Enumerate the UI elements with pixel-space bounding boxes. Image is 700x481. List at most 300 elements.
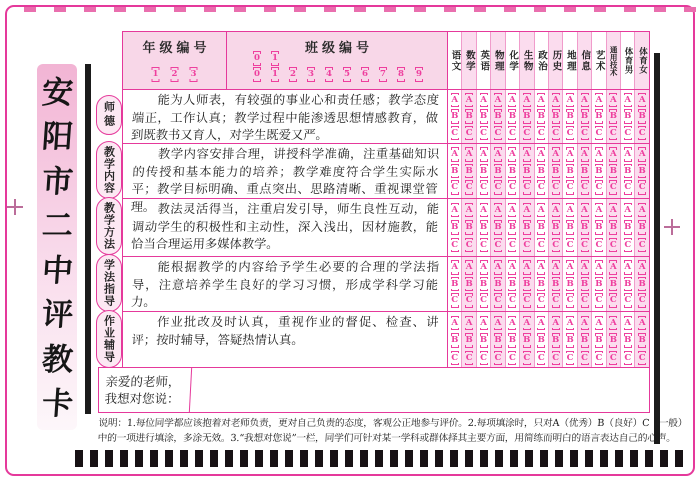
bubble-学法指导-历史-B[interactable] [552,277,560,292]
bubble-师德-物理-B[interactable] [494,109,502,124]
bubble-column-体育女 [634,144,648,198]
bubble-教学内容-体育男-B[interactable] [624,164,632,179]
bubble-作业辅导-英语-C[interactable] [480,351,488,366]
bubble-师德-生物-B[interactable] [523,109,531,124]
bubble-学法指导-地理-C[interactable] [566,293,574,308]
bubble-作业辅导-化学-A[interactable] [508,316,516,331]
bubble-学法指导-物理-A[interactable] [494,260,502,275]
bubble-column-政治 [534,257,548,311]
subject-label: 艺术 [593,49,605,72]
bubble-作业辅导-英语-B[interactable] [480,333,488,348]
bubble-学法指导-物理-B[interactable] [494,277,502,292]
bubble-教学内容-历史-C[interactable] [552,180,560,195]
bubble-师德-地理-B[interactable] [566,109,574,124]
bubble-教学方法-化学-B[interactable] [508,220,516,235]
bubble-作业辅导-语文-C[interactable] [451,351,459,366]
bubble-作业辅导-体育男-C[interactable] [624,351,632,366]
criterion-pill-教学方法: 教学方法 [96,197,122,255]
bracket-bottom-mark [638,289,646,292]
bracket-bottom-mark [552,272,560,275]
bubble-教学内容-数学-C[interactable] [465,180,473,195]
bubble-教学内容-数学-B[interactable] [465,164,473,179]
bubble-师德-历史-B[interactable] [552,109,560,124]
bubble-师德-体育男-C[interactable] [624,126,632,141]
bubble-师德-信息-C[interactable] [581,126,589,141]
bubble-教学方法-通用技术-A[interactable] [609,203,617,218]
bubble-学法指导-体育女-B[interactable] [638,277,646,292]
bubble-教学方法-政治-A[interactable] [537,203,545,218]
bubble-学法指导-地理-B[interactable] [566,277,574,292]
bubble-教学内容-政治-B[interactable] [537,164,545,179]
bubble-作业辅导-体育女-A[interactable] [638,316,646,331]
bubble-师德-体育男-B[interactable] [624,109,632,124]
bracket-bottom-mark [494,159,502,162]
bubble-学法指导-语文-A[interactable] [451,260,459,275]
subject-column-体育男 [620,32,634,89]
bubble-学法指导-生物-C[interactable] [523,293,531,308]
bubble-师德-信息-A[interactable] [581,93,589,108]
bubble-教学方法-艺术-C[interactable] [595,238,603,253]
bubble-教学内容-化学-C[interactable] [508,180,516,195]
bubble-学法指导-体育男-B[interactable] [624,277,632,292]
bubble-师德-语文-C[interactable] [451,126,459,141]
bubble-教学方法-语文-B[interactable] [451,220,459,235]
bubble-作业辅导-通用技术-A[interactable] [609,316,617,331]
bubble-作业辅导-英语-A[interactable] [480,316,488,331]
bubble-作业辅导-化学-C[interactable] [508,351,516,366]
bottom-mark [510,450,518,467]
bubble-char: B [479,165,488,176]
bubble-教学内容-历史-A[interactable] [552,147,560,162]
bubble-教学方法-艺术-A[interactable] [595,203,603,218]
bubble-char: B [494,165,502,176]
bubble-char: A [451,262,459,272]
bubble-师德-体育女-C[interactable] [638,126,646,141]
bubble-教学内容-地理-C[interactable] [566,180,574,195]
bubble-column-数学 [461,90,475,143]
bubble-教学方法-化学-C[interactable] [508,238,516,253]
bubble-教学内容-英语-A[interactable] [480,147,488,162]
bubble-学法指导-艺术-A[interactable] [595,260,603,275]
bubble-教学方法-英语-A[interactable] [480,203,488,218]
bubble-教学方法-通用技术-B[interactable] [609,220,617,235]
class-ones-digit-2[interactable] [289,67,297,82]
bubble-教学内容-体育女-C[interactable] [638,180,646,195]
bubble-作业辅导-语文-A[interactable] [451,316,459,331]
bubble-教学方法-物理-C[interactable] [494,238,502,253]
bracket-bottom-mark [523,176,531,179]
bubble-学法指导-艺术-C[interactable] [595,293,603,308]
bubble-作业辅导-数学-A[interactable] [465,316,473,331]
bubble-教学方法-数学-A[interactable] [465,203,473,218]
bubble-教学内容-语文-C[interactable] [451,180,459,195]
bubble-师德-语文-A[interactable] [451,93,459,108]
bubble-char: 7 [380,69,386,80]
bracket-bottom-mark [289,79,297,82]
bubble-教学方法-体育男-C[interactable] [624,238,632,253]
bracket-bottom-mark [566,363,574,366]
bracket-bottom-mark [638,138,646,141]
bubble-师德-政治-C[interactable] [537,126,545,141]
bubble-column-语文 [448,199,461,256]
bubble-教学方法-历史-C[interactable] [552,238,560,253]
bubble-char: C [480,127,487,138]
bubble-师德-地理-A[interactable] [566,93,574,108]
class-ones-digit-7[interactable] [379,67,387,82]
bubble-师德-体育女-B[interactable] [638,109,646,124]
bracket-bottom-mark [451,289,459,292]
bubble-教学内容-体育男-A[interactable] [624,147,632,162]
bubble-教学内容-体育男-C[interactable] [624,180,632,195]
bubble-作业辅导-信息-C[interactable] [581,351,589,366]
bubble-师德-生物-C[interactable] [523,126,531,141]
bubble-教学内容-信息-C[interactable] [581,180,589,195]
bubble-作业辅导-历史-B[interactable] [552,333,560,348]
bubble-学法指导-体育女-A[interactable] [638,260,646,275]
bracket-bottom-mark [566,328,574,331]
bubble-师德-化学-A[interactable] [508,93,516,108]
bubble-教学方法-体育女-B[interactable] [638,220,646,235]
bubble-教学内容-通用技术-C[interactable] [609,180,617,195]
bubble-教学方法-英语-C[interactable] [480,238,488,253]
subject-column-生物 [519,32,533,89]
criterion-row-师德 [123,89,649,143]
bubble-教学内容-生物-B[interactable] [523,164,531,179]
bubble-学法指导-数学-A[interactable] [465,260,473,275]
top-tick [564,7,576,12]
bubble-作业辅导-语文-B[interactable] [451,333,459,348]
bubble-学法指导-历史-C[interactable] [552,293,560,308]
bubble-教学内容-物理-B[interactable] [494,164,502,179]
bubble-作业辅导-物理-A[interactable] [494,316,502,331]
bracket-bottom-mark [379,79,387,82]
bubble-教学内容-英语-B[interactable] [480,164,488,179]
bubble-教学方法-英语-B[interactable] [480,220,488,235]
bubble-教学内容-艺术-C[interactable] [595,180,603,195]
bubble-学法指导-信息-B[interactable] [581,277,589,292]
bubble-师德-数学-A[interactable] [465,93,473,108]
bubble-教学内容-艺术-B[interactable] [595,164,603,179]
bubble-学法指导-物理-C[interactable] [494,293,502,308]
bottom-mark [240,450,248,467]
bubble-教学内容-物理-A[interactable] [494,147,502,162]
bubble-师德-艺术-B[interactable] [595,109,603,124]
bubble-作业辅导-体育男-B[interactable] [624,333,632,348]
bubble-column-英语 [476,312,490,369]
bubble-作业辅导-化学-B[interactable] [508,333,516,348]
bubble-教学内容-地理-B[interactable] [566,164,574,179]
bubble-作业辅导-生物-B[interactable] [523,333,531,348]
bubble-学法指导-历史-A[interactable] [552,260,560,275]
evaluation-grid [122,31,650,370]
criterion-text: 能为人师表，有较强的事业心和责任感；教学态度端正，工作认真；教学过程中能渗透思想情感教育，做到既教书又育人，对学生既爱又严。 [130,93,440,143]
bubble-作业辅导-生物-A[interactable] [523,316,531,331]
bubble-column-地理 [562,257,576,311]
bubble-学法指导-通用技术-B[interactable] [609,277,617,292]
bubble-char: B [508,278,517,289]
bubble-教学方法-体育男-A[interactable] [624,203,632,218]
bubble-学法指导-化学-B[interactable] [508,277,516,292]
bubble-char: A [465,94,473,105]
bracket-bottom-mark [451,232,459,235]
bubble-学法指导-政治-B[interactable] [537,277,545,292]
bubble-char: B [465,278,473,289]
bubble-char: C [595,295,603,306]
bubble-char: A [494,262,502,272]
bracket-bottom-mark [494,232,502,235]
bubble-char: B [494,222,502,233]
bubble-作业辅导-体育女-C[interactable] [638,351,646,366]
bubble-学法指导-地理-A[interactable] [566,260,574,275]
bubble-教学方法-物理-B[interactable] [494,220,502,235]
bracket-bottom-mark [494,215,502,218]
bubble-教学方法-化学-A[interactable] [508,203,516,218]
bubble-师德-化学-B[interactable] [508,109,516,124]
bubble-师德-艺术-A[interactable] [595,93,603,108]
bubble-char: A [537,317,545,328]
comment-write-area[interactable] [191,368,649,412]
bubble-学法指导-体育男-C[interactable] [624,293,632,308]
bracket-bottom-mark [523,121,531,124]
bubble-column-通用技术 [606,257,620,311]
bubble-作业辅导-政治-B[interactable] [537,333,545,348]
bubble-教学方法-历史-A[interactable] [552,203,560,218]
bubble-师德-历史-C[interactable] [552,126,560,141]
bubble-教学内容-语文-A[interactable] [451,147,459,162]
bubble-column-化学 [505,199,519,256]
class-ones-digit-6[interactable] [361,67,369,82]
bubble-学法指导-体育女-C[interactable] [638,293,646,308]
top-tick [504,7,516,12]
bracket-bottom-mark [494,345,502,348]
bubble-师德-通用技术-A[interactable] [609,93,617,108]
bubble-教学方法-信息-C[interactable] [581,238,589,253]
bubble-教学内容-艺术-A[interactable] [595,147,603,162]
bubble-学法指导-生物-A[interactable] [523,260,531,275]
bracket-bottom-mark [566,159,574,162]
bubble-学法指导-语文-C[interactable] [451,293,459,308]
bracket-bottom-mark [465,121,473,124]
bubble-教学方法-地理-B[interactable] [566,220,574,235]
bubble-教学方法-数学-B[interactable] [465,220,473,235]
bubble-grid [448,257,649,311]
bubble-师德-英语-A[interactable] [480,93,488,108]
bubble-教学方法-信息-B[interactable] [581,220,589,235]
bubble-师德-地理-C[interactable] [566,126,574,141]
bubble-column-信息 [577,199,591,256]
bubble-column-生物 [519,199,533,256]
bubble-教学方法-物理-A[interactable] [494,203,502,218]
bubble-教学方法-体育男-B[interactable] [624,220,632,235]
bubble-作业辅导-历史-A[interactable] [552,316,560,331]
bubble-教学内容-语文-B[interactable] [451,164,459,179]
bubble-师德-物理-A[interactable] [494,93,502,108]
bubble-学法指导-政治-C[interactable] [537,293,545,308]
bubble-教学内容-生物-A[interactable] [523,147,531,162]
bubble-char: B [552,278,560,289]
bubble-教学方法-政治-B[interactable] [537,220,545,235]
bubble-作业辅导-信息-B[interactable] [581,333,589,348]
class-ones-digit-0[interactable] [253,67,261,82]
bottom-mark [585,450,593,467]
bubble-学法指导-化学-A[interactable] [508,260,516,275]
bubble-学法指导-英语-B[interactable] [480,277,488,292]
subject-column-地理 [562,32,576,89]
grade-digit-1[interactable] [152,67,160,82]
grade-digit-3[interactable] [190,67,198,82]
bottom-mark [630,450,638,467]
bubble-作业辅导-地理-C[interactable] [566,351,574,366]
bubble-char: A [480,317,487,328]
bubble-教学内容-体育女-B[interactable] [638,164,646,179]
bubble-作业辅导-通用技术-B[interactable] [609,333,617,348]
bubble-教学方法-政治-C[interactable] [537,238,545,253]
bubble-char: B [595,335,603,346]
bubble-学法指导-英语-A[interactable] [480,260,488,275]
bubble-学法指导-数学-C[interactable] [465,293,473,308]
bubble-学法指导-语文-B[interactable] [451,277,459,292]
bubble-教学方法-历史-B[interactable] [552,220,560,235]
bubble-师德-信息-B[interactable] [581,109,589,124]
bubble-教学内容-信息-B[interactable] [581,164,589,179]
bubble-教学内容-物理-C[interactable] [494,180,502,195]
bubble-学法指导-英语-C[interactable] [480,293,488,308]
bubble-教学内容-历史-B[interactable] [552,164,560,179]
bubble-学法指导-通用技术-A[interactable] [609,260,617,275]
bubble-作业辅导-信息-A[interactable] [581,316,589,331]
bubble-师德-物理-C[interactable] [494,126,502,141]
bubble-教学方法-生物-B[interactable] [523,220,531,235]
grade-digit-2[interactable] [171,67,179,82]
bracket-bottom-mark [465,176,473,179]
bubble-教学内容-地理-A[interactable] [566,147,574,162]
bubble-char: B [595,222,603,233]
bubble-教学方法-体育女-C[interactable] [638,238,646,253]
bubble-学法指导-化学-C[interactable] [508,293,516,308]
bubble-教学方法-地理-A[interactable] [566,203,574,218]
bubble-作业辅导-生物-C[interactable] [523,351,531,366]
bracket-bottom-mark [595,215,603,218]
bubble-作业辅导-历史-C[interactable] [552,351,560,366]
bracket-bottom-mark [523,345,531,348]
bubble-教学方法-数学-C[interactable] [465,238,473,253]
bubble-教学方法-信息-A[interactable] [581,203,589,218]
bubble-char: B [537,335,545,346]
bubble-column-政治 [534,312,548,369]
bubble-师德-生物-A[interactable] [523,93,531,108]
bubble-师德-语文-B[interactable] [451,109,459,124]
bubble-教学方法-语文-A[interactable] [451,203,459,218]
bubble-学法指导-生物-B[interactable] [523,277,531,292]
bubble-教学内容-通用技术-B[interactable] [609,164,617,179]
bubble-column-信息 [577,257,591,311]
bubble-作业辅导-物理-C[interactable] [494,351,502,366]
bubble-作业辅导-艺术-C[interactable] [595,351,603,366]
bubble-作业辅导-物理-B[interactable] [494,333,502,348]
bubble-教学内容-政治-C[interactable] [537,180,545,195]
bubble-学法指导-通用技术-C[interactable] [609,293,617,308]
bubble-教学内容-信息-A[interactable] [581,147,589,162]
bubble-师德-化学-C[interactable] [508,126,516,141]
bracket-bottom-mark [624,159,632,162]
bubble-char: C [566,295,574,306]
bubble-教学方法-通用技术-C[interactable] [609,238,617,253]
bubble-作业辅导-数学-C[interactable] [465,351,473,366]
bubble-作业辅导-数学-B[interactable] [465,333,473,348]
bubble-教学内容-通用技术-A[interactable] [609,147,617,162]
class-ones-digit-1[interactable] [271,67,279,82]
bubble-作业辅导-通用技术-C[interactable] [609,351,617,366]
bubble-师德-通用技术-C[interactable] [609,126,617,141]
bubble-教学内容-化学-B[interactable] [508,164,516,179]
bubble-作业辅导-政治-C[interactable] [537,351,545,366]
bubble-师德-政治-A[interactable] [537,93,545,108]
bubble-师德-体育男-A[interactable] [624,93,632,108]
bubble-学法指导-数学-B[interactable] [465,277,473,292]
bubble-作业辅导-体育女-B[interactable] [638,333,646,348]
class-tens-digit-0[interactable] [253,51,261,66]
bubble-学法指导-信息-A[interactable] [581,260,589,275]
bubble-作业辅导-地理-B[interactable] [566,333,574,348]
bubble-师德-体育女-A[interactable] [638,93,646,108]
bubble-教学方法-生物-C[interactable] [523,238,531,253]
bubble-教学方法-艺术-B[interactable] [595,220,603,235]
bubble-教学内容-政治-A[interactable] [537,147,545,162]
bubble-师德-英语-B[interactable] [480,109,488,124]
bubble-师德-艺术-C[interactable] [595,126,603,141]
class-ones-digit-5[interactable] [343,67,351,82]
bubble-教学内容-体育女-A[interactable] [638,147,646,162]
bubble-教学内容-英语-C[interactable] [480,180,488,195]
bottom-mark [435,450,443,467]
bubble-学法指导-信息-C[interactable] [581,293,589,308]
top-tick [24,7,36,12]
bubble-教学方法-体育女-A[interactable] [638,203,646,218]
bubble-师德-数学-C[interactable] [465,126,473,141]
class-tens-digit-1[interactable] [271,51,279,66]
bubble-char: B [523,222,531,233]
class-ones-digit-9[interactable] [415,67,423,82]
bubble-教学内容-生物-C[interactable] [523,180,531,195]
bubble-教学方法-语文-C[interactable] [451,238,459,253]
bubble-作业辅导-艺术-B[interactable] [595,333,603,348]
bracket-bottom-mark [552,138,560,141]
bubble-char: 5 [344,69,350,80]
bubble-师德-政治-B[interactable] [537,109,545,124]
bubble-教学内容-化学-A[interactable] [508,147,516,162]
bubble-师德-通用技术-B[interactable] [609,109,617,124]
bubble-作业辅导-体育男-A[interactable] [624,316,632,331]
bubble-作业辅导-政治-A[interactable] [537,316,545,331]
class-ones-digit-3[interactable] [307,67,315,82]
bubble-师德-历史-A[interactable] [552,93,560,108]
class-ones-digit-8[interactable] [397,67,405,82]
bubble-作业辅导-艺术-A[interactable] [595,316,603,331]
bubble-教学方法-地理-C[interactable] [566,238,574,253]
bubble-学法指导-艺术-B[interactable] [595,277,603,292]
bubble-作业辅导-地理-A[interactable] [566,316,574,331]
bubble-教学内容-数学-A[interactable] [465,147,473,162]
criterion-text-cell [123,257,448,311]
bubble-char: A [537,149,545,159]
bubble-师德-数学-B[interactable] [465,109,473,124]
bubble-学法指导-体育男-A[interactable] [624,260,632,275]
bubble-师德-英语-C[interactable] [480,126,488,141]
bracket-bottom-mark [638,328,646,331]
bubble-学法指导-政治-A[interactable] [537,260,545,275]
bubble-教学方法-生物-A[interactable] [523,203,531,218]
class-ones-digit-4[interactable] [325,67,333,82]
